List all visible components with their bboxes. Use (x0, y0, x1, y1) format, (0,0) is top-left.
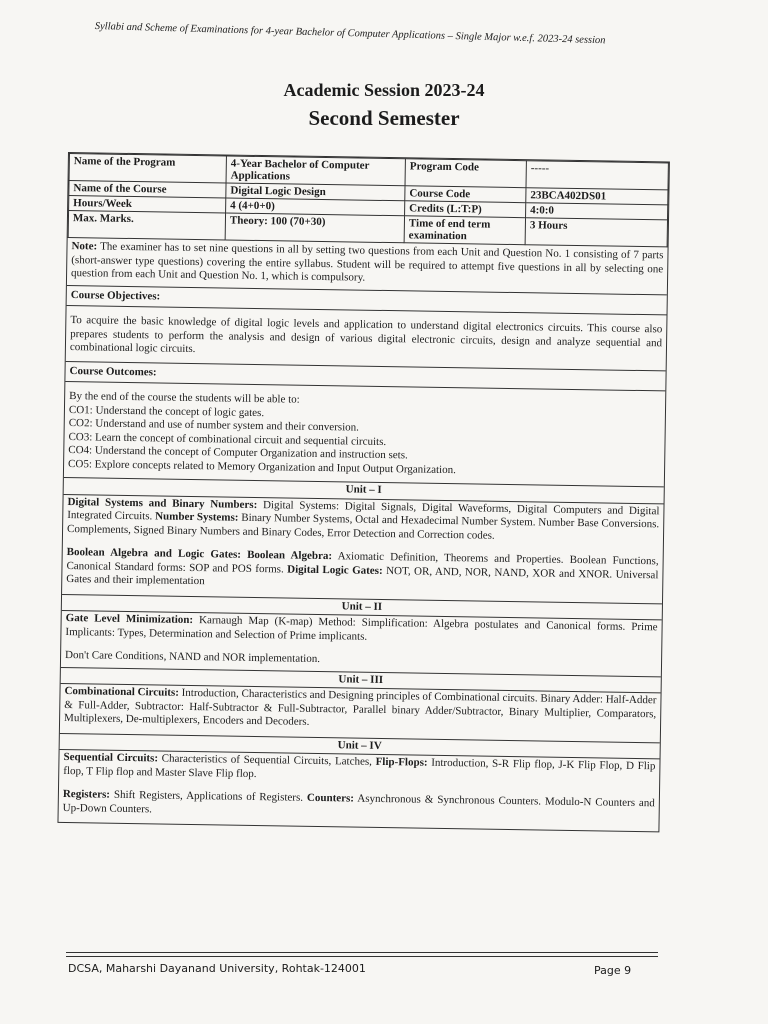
unit-4-title: Unit – IV (60, 733, 660, 759)
topic-text: Digital Systems: Digital Signals, Digital Waveforms, Digital Computers and Digital Integrated Circuits. (67, 498, 660, 523)
outcomes-heading: Course Outcomes: (65, 361, 665, 391)
topic-text: Karnaugh Map (K-map) Method: Simplification: Algebra postulates and Canonical forms. Prime Implicants: Types, Determination and Selection of Prime implicants. (65, 614, 658, 643)
credits-value: 4:0:0 (526, 203, 668, 220)
program-label: Name of the Program (69, 154, 226, 183)
hours-value: 4 (4+0+0) (226, 198, 405, 216)
marks-label: Max. Marks. (68, 211, 225, 240)
program-value: 4-Year Bachelor of Computer Applications (226, 156, 405, 186)
note-label: Note: (71, 240, 98, 253)
topic-text: Axiomatic Definition, Theorems and Properties. Boolean Functions, Canonical Standard forms: SOP and POS forms. (66, 550, 659, 575)
credits-label: Credits (L:T:P) (405, 201, 526, 218)
topic-text: Binary Number Systems, Octal and Hexadecimal Number System. Number Base Conversions. Complements, Signed Binary Numbers and Binary Codes, Error Detection and Correction codes. (66, 511, 660, 542)
course-info-table (68, 153, 669, 247)
running-header: Syllabi and Scheme of Examinations for 4-year Bachelor of Computer Applications – Single Major w.e.f. 2023-24 session (94, 20, 606, 47)
outcomes-intro: By the end of the course the students will be able to: (69, 390, 300, 406)
semester-title: Second Semester (308, 106, 460, 130)
program-code-value: ----- (526, 161, 668, 190)
exam-time-label: Time of end term examination (404, 216, 525, 245)
note-text: The examiner has to set nine questions in all by setting two questions from each Unit and Question No. 1 consisting of 7 parts (short-answer type questions) covering the entire syllabus. Student will be required to attempt five questions in all by selecting one question from each Unit and Question No. 1, which is compulsory. (71, 240, 664, 284)
topic-heading: Boolean Algebra and Logic Gates: Boolean Algebra: (66, 546, 333, 563)
unit-1-title: Unit – I (64, 478, 664, 504)
list-item: CO2: Understand and use of number system and their conversion. (68, 417, 360, 434)
syllabus-box (57, 152, 669, 832)
unit-2-title: Unit – II (62, 594, 662, 620)
list-item: CO4: Understand the concept of Computer Organization and instruction sets. (68, 444, 408, 462)
unit-4-content (58, 750, 659, 831)
unit-3-paragraph (60, 684, 661, 739)
session-title: Academic Session 2023-24 (283, 80, 485, 100)
footer-institution: DCSA, Maharshi Dayanand University, Rohtak-124001 (68, 962, 366, 975)
list-item: CO5: Explore concepts related to Memory Organization and Input Output Organization. (68, 457, 457, 476)
outcomes-list (64, 382, 665, 487)
topic-text: Shift Registers, Applications of Registers. (109, 788, 308, 804)
topic-heading: Registers: (62, 788, 111, 801)
footer-divider (66, 952, 658, 957)
topic-text: Introduction, Characteristics and Designing principles of Combinational circuits. Binary Adder: Half-Adder & Full-Adder, Subtractor: Half-Subtractor & Full-Subtractor, Parallel binary Adder/Subtractor, Binary Multiplier, Comparators, Multiplexers, De-multiplexers, Encoders and Decoders. (64, 686, 657, 728)
topic-heading: Combinational Circuits: (64, 685, 180, 699)
unit-3-title: Unit – III (61, 667, 661, 693)
topic-text: NOT, OR, AND, NOR, NAND, XOR and XNOR. Universal Gates and their implementation (66, 564, 659, 588)
unit-1-paragraph (62, 545, 663, 600)
unit-2-paragraph: Don't Care Conditions, NAND and NOR implementation. (65, 649, 321, 666)
list-item: CO3: Learn the concept of combinational circuit and sequential circuits. (68, 430, 387, 448)
topic-heading: Digital Systems and Binary Numbers: (67, 495, 258, 511)
unit-2-content (61, 611, 662, 677)
course-code-value: 23BCA402DS01 (526, 188, 668, 205)
course-value: Digital Logic Design (226, 183, 405, 201)
unit-4-paragraph (59, 787, 659, 825)
page-number: Page 9 (594, 964, 632, 977)
hours-label: Hours/Week (69, 196, 226, 213)
topic-heading: Counters: (306, 791, 355, 805)
topic-heading: Number Systems: (155, 510, 239, 524)
list-item: CO1: Understand the concept of logic gates. (68, 403, 265, 419)
marks-value: Theory: 100 (70+30) (225, 213, 404, 243)
topic-text: Characteristics of Sequential Circuits, Latches, (157, 752, 376, 768)
course-code-label: Course Code (405, 186, 526, 203)
topic-heading: Flip-Flops: (375, 755, 428, 769)
topic-text: Asynchronous & Synchronous Counters. Modulo-N Counters and Up-Down Counters. (62, 792, 655, 815)
program-code-label: Program Code (405, 159, 526, 188)
objectives-text: To acquire the basic knowledge of digital logic levels and application to understand digital electronics circuits. This course also prepares students to perform the analysis and design of various digital electronic circuits, design and analyze sequential and combinational logic circuits. (66, 306, 667, 371)
topic-heading: Gate Level Minimization: (65, 612, 194, 627)
exam-time-value: 3 Hours (525, 218, 667, 247)
unit-1-paragraph (63, 494, 664, 546)
objectives-heading: Course Objectives: (67, 285, 667, 315)
topic-heading: Sequential Circuits: (63, 751, 159, 765)
course-label: Name of the Course (69, 181, 226, 198)
unit-1-content (62, 494, 663, 603)
topic-text: Introduction, S-R Flip flop, J-K Flip Flop, D Flip flop, T Flip flop and Master Slave Flip flop. (63, 756, 656, 780)
topic-heading: Digital Logic Gates: (287, 562, 383, 577)
